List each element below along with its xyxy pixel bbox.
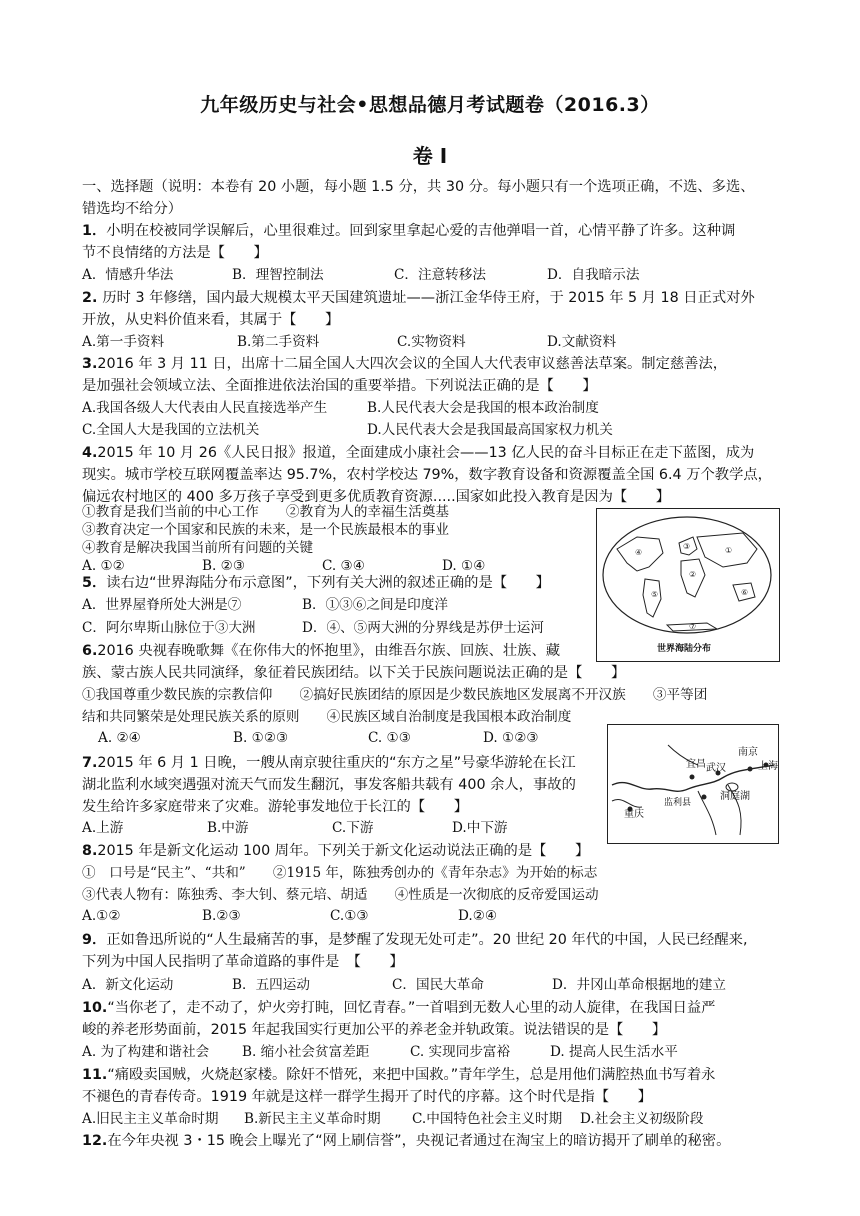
option-c[interactable]: C．国民大革命 [392,977,484,993]
option-a[interactable]: A.旧民主主义革命时期 [82,1111,219,1127]
question-4-statement-3: ④教育是解决我国当前所有问题的关键 [82,540,314,556]
option-b[interactable]: B.②③ [202,908,241,924]
question-4-statement-2: ③教育决定一个国家和民族的未来，是一个民族最根本的事业 [82,522,450,538]
option-b[interactable]: B．①③⑥之间是印度洋 [302,597,448,613]
option-b[interactable]: B.第二手资料 [237,334,320,350]
option-a[interactable]: A.上游 [82,820,124,836]
question-10-options [82,1041,678,1063]
svg-text:⑥: ⑥ [741,588,749,597]
option-b[interactable]: B．理智控制法 [232,267,324,283]
question-3-options-ab [82,397,599,419]
option-b[interactable]: B. ②③ [202,558,246,574]
option-a[interactable]: A. ②④ [98,730,141,746]
question-1-options [82,264,639,286]
svg-text:①: ① [725,546,733,555]
question-9-text-cont: 下列为中国人民指明了革命道路的事件是 【 】 [82,954,404,970]
question-10-text: 10.“当你老了，走不动了，炉火旁打盹，回忆青春。”一首唱到无数人心里的动人旋律，在我国日益严 [82,1000,716,1016]
option-a[interactable]: A.我国各级人大代表由人民直接选举产生 [82,400,328,416]
question-5-text: 5．读右边“世界海陆分布示意图”，下列有关大洲的叙述正确的是【 】 [82,575,550,591]
svg-text:⑤: ⑤ [651,590,659,599]
question-6-text-cont: 族、蒙古族人民共同演绎，象征着民族团结。以下关于民族问题说法正确的是【 】 [82,665,626,681]
option-c[interactable]: C.中国特色社会主义时期 [412,1111,563,1127]
question-6-statements-2: 结和共同繁荣是处理民族关系的原则 ④民族区域自治制度是我国根本政治制度 [82,709,572,725]
option-d[interactable]: D. ①④ [442,558,486,574]
svg-text:④: ④ [635,548,643,557]
option-d[interactable]: D. ①②③ [483,730,539,746]
question-7-text-cont2: 发生给许多家庭带来了灾难。游轮事发地位于长江的【 】 [82,799,469,815]
question-7-text-cont: 湖北监利水域突遇强对流天气而发生翻沉，事发客船共载有 400 余人，事故的 [82,777,576,793]
option-c[interactable]: C.①③ [330,908,369,924]
question-11-text-cont: 不褪色的青春传奇。1919 年就是这样一群学生揭开了时代的序幕。这个时代是指【 】 [82,1089,652,1105]
option-c[interactable]: C.下游 [332,820,374,836]
option-a[interactable]: A.①② [82,908,121,924]
question-2-options [82,331,616,353]
option-b[interactable]: B.人民代表大会是我国的根本政治制度 [367,400,599,416]
city-label-nanjing: 南京 [738,747,758,758]
question-3-text-cont: 是加强社会领域立法、全面推进依法治国的重要举措。下列说法正确的是【 】 [82,378,597,394]
svg-text:②: ② [689,570,697,579]
section-instructions-line2: 错选均不给分） [82,201,183,217]
exam-title: 九年级历史与社会•思想品德月考试题卷（2016.3） [200,94,660,116]
city-label-yichang: 宜昌 [686,759,706,770]
question-4-text-cont2: 偏远农村地区的 400 多万孩子享受到更多优质教育资源.....国家如此投入教育是因为【 】 [82,489,671,505]
question-11-text: 11.“痛殴卖国贼，火烧赵家楼。除奸不惜死，来把中国救。”青年学生，总是用他们满腔热血书写着永 [82,1067,716,1083]
question-1-text: 1．小明在校被同学误解后，心里很难过。回到家里拿起心爱的吉他弹唱一首，心情平静了许多。这种调 [82,223,736,239]
option-b[interactable]: B. 缩小社会贫富差距 [242,1044,370,1060]
option-a[interactable]: A．世界屋脊所处大洲是⑦ [82,597,242,613]
option-b[interactable]: B.中游 [207,820,249,836]
world-sea-map-figure [596,508,780,662]
question-2-text-cont: 开放，从史料价值来看，其属于【 】 [82,312,340,328]
question-6-statements-1: ①我国尊重少数民族的宗教信仰 ②搞好民族团结的原因是少数民族地区发展离不开汉族 ③平等团 [82,687,708,703]
option-b[interactable]: B．五四运动 [232,977,310,993]
option-d[interactable]: D. 提高人民生活水平 [550,1044,678,1060]
option-b[interactable]: B. ①②③ [233,730,289,746]
question-12-text: 12.在今年央视 3・15 晚会上曝光了“网上刷信誉”，央视记者通过在淘宝上的暗访揭开了刷单的秘密。 [82,1133,731,1149]
question-6-text: 6.2016 央视春晚歌舞《在你伟大的怀抱里》，由维吾尔族、回族、壮族、藏 [82,643,561,659]
option-c[interactable]: C. ③④ [322,558,365,574]
svg-text:③: ③ [683,542,691,551]
city-label-chongqing: 重庆 [624,809,644,820]
option-d[interactable]: D.中下游 [452,820,508,836]
section-instructions-line1: 一、选择题（说明：本卷有 20 小题，每小题 1.5 分，共 30 分。每小题只有一个选项正确，不选、多选、 [82,179,755,195]
question-5-options-cd [82,617,544,639]
world-map-illustration [597,509,779,661]
option-c[interactable]: C.实物资料 [397,334,466,350]
question-8-statements-1: ① 口号是“民主”、“共和” ②1915 年，陈独秀创办的《青年杂志》为开始的标志 [82,865,598,881]
question-11-options [82,1108,704,1130]
svg-text:⑦: ⑦ [689,622,697,631]
city-label-shanghai: 上海 [758,761,778,772]
option-a[interactable]: A．情感升华法 [82,267,174,283]
question-7-text: 7.2015 年 6 月 1 日晚，一艘从南京驶往重庆的“东方之星”号豪华游轮在长江 [82,755,576,771]
question-10-text-cont: 峻的养老形势面前，2015 年起我国实行更加公平的养老金并轨政策。说法错误的是【 】 [82,1022,667,1038]
question-7-options [82,817,508,839]
place-label-dongting: 洞庭湖 [720,791,750,802]
option-c[interactable]: C. ①③ [368,730,411,746]
option-c[interactable]: C．注意转移法 [394,267,486,283]
question-8-options [82,905,497,927]
question-1-text-cont: 节不良情绪的方法是【 】 [82,245,268,261]
option-d[interactable]: D.②④ [458,908,498,924]
question-4-text: 4.2015 年 10 月 26《人民日报》报道，全面建成小康社会——13 亿人民的奋斗目标正在走下蓝图，成为 [82,445,755,461]
option-a[interactable]: A. ①② [82,558,125,574]
question-2-text: 2. 历时 3 年修缮，国内最大规模太平天国建筑遗址——浙江金华侍王府，于 2015 年 5 月 18 日正式对外 [82,290,755,306]
question-4-text-cont: 现实。城市学校互联网覆盖率达 95.7%，农村学校达 79%，数字教育设备和资源覆盖全国 6.4 万个教学点， [82,467,772,483]
option-d[interactable]: D．④、⑤两大洲的分界线是苏伊士运河 [302,620,544,636]
question-9-options [82,974,726,996]
option-c[interactable]: C. 实现同步富裕 [410,1044,511,1060]
city-label-wuhan: 武汉 [706,763,726,774]
section-title: 卷 Ⅰ [412,144,448,168]
question-4-statement-1: ①教育是我们当前的中心工作 ②教育为人的幸福生活奠基 [82,504,450,520]
option-b[interactable]: B.新民主主义革命时期 [244,1111,381,1127]
option-d[interactable]: D．井冈山革命根据地的建立 [552,977,727,993]
option-a[interactable]: A. 为了构建和谐社会 [82,1044,210,1060]
place-label-jianli: 监利县 [664,798,692,808]
question-8-statements-2: ③代表人物有：陈独秀、李大钊、蔡元培、胡适 ④性质是一次彻底的反帝爱国运动 [82,887,599,903]
yangtze-river-map-figure [607,724,779,844]
question-3-text: 3.2016 年 3 月 11 日，出席十二届全国人大四次会议的全国人大代表审议慈善法草案。制定慈善法， [82,356,728,372]
question-6-options [98,727,539,749]
question-3-options-cd [82,419,613,441]
option-c[interactable]: C.全国人大是我国的立法机关 [82,422,260,438]
option-a[interactable]: A．新文化运动 [82,977,174,993]
question-8-text: 8.2015 年是新文化运动 100 周年。下列关于新文化运动说法正确的是【 】 [82,843,590,859]
option-d[interactable]: D.文献资料 [547,334,617,350]
option-a[interactable]: A.第一手资料 [82,334,165,350]
map-caption: 世界海陆分布 [657,644,712,654]
option-c[interactable]: C．阿尔卑斯山脉位于③大洲 [82,620,256,636]
question-5-options-ab [82,594,448,616]
option-d[interactable]: D．自我暗示法 [547,267,640,283]
question-9-text: 9．正如鲁迅所说的“人生最痛苦的事，是梦醒了发现无处可走”。20 世纪 20 年代的中国，人民已经醒来, [82,932,748,948]
option-d[interactable]: D.人民代表大会是我国最高国家权力机关 [367,422,613,438]
option-d[interactable]: D.社会主义初级阶段 [580,1111,704,1127]
